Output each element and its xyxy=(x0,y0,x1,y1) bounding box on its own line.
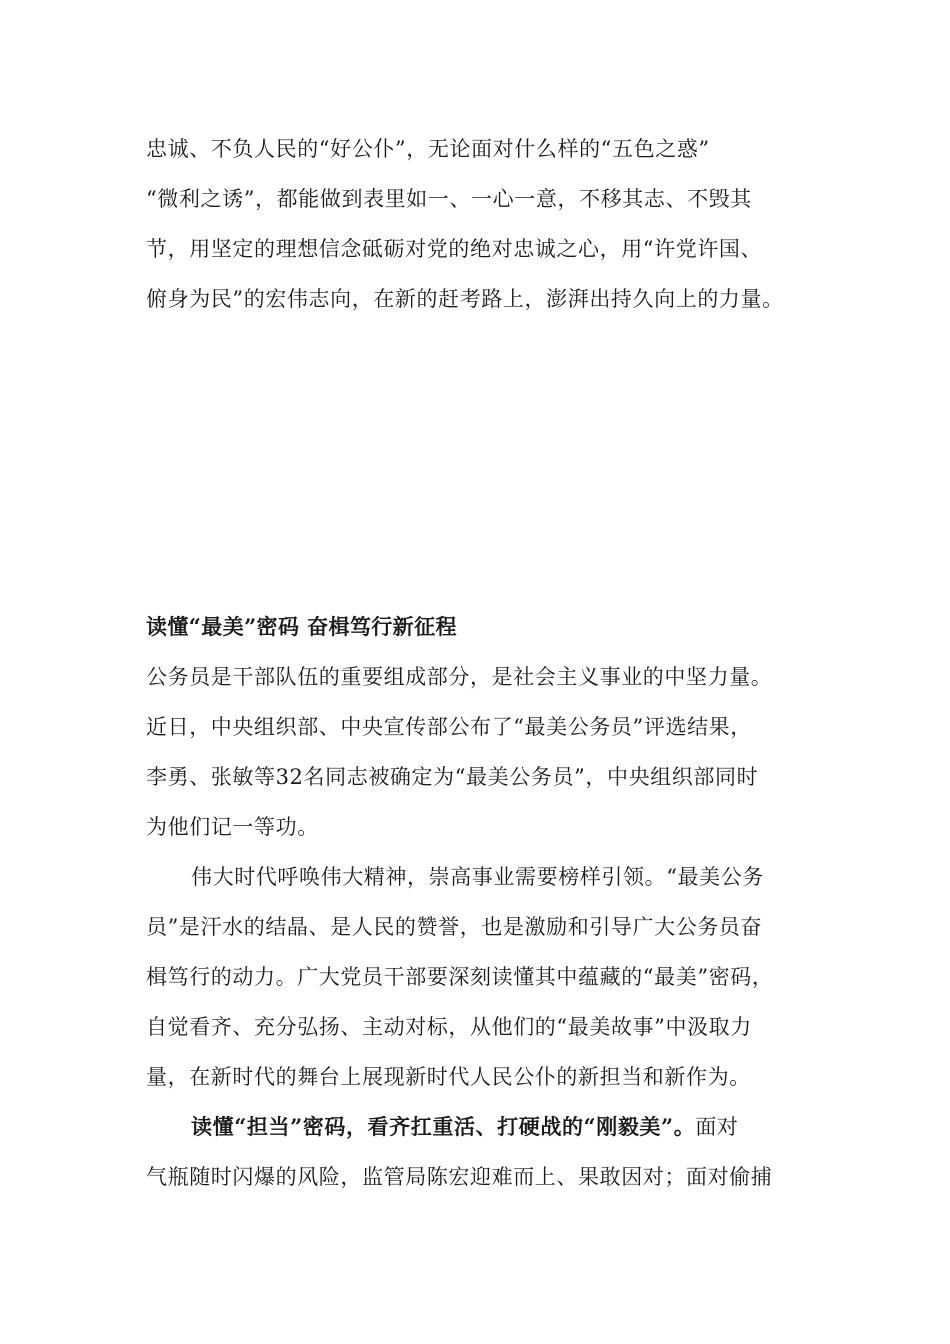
text-line: 俯身为民”的宏伟志向，在新的赶考路上，澎湃出持久向上的力量。 xyxy=(146,287,784,311)
text-line: 量，在新时代的舞台上展现新时代人民公仆的新担当和新作为。 xyxy=(146,1065,751,1089)
bold-lead-sentence: 读懂“担当”密码，看齐扛重活、打硬战的“刚毅美”。 xyxy=(191,1114,696,1139)
text-line: 忠诚、不负人民的“好公仆”，无论面对什么样的“五色之惑” xyxy=(146,137,710,161)
text-line: 李勇、张敏等32名同志被确定为“最美公务员”，中央组织部同时 xyxy=(146,765,759,789)
text-line: 伟大时代呼唤伟大精神，崇高事业需要榜样引领。“最美公务 xyxy=(191,865,764,889)
text-line: 自觉看齐、充分弘扬、主动对标，从他们的“最美故事”中汲取力 xyxy=(146,1015,752,1039)
text-line: “微利之诱”，都能做到表里如一、一心一意，不移其志、不毁其 xyxy=(146,187,752,211)
text-line: 公务员是干部队伍的重要组成部分，是社会主义事业的中坚力量。 xyxy=(146,665,773,689)
lead-rest-text: 面对 xyxy=(695,1115,739,1139)
text-line xyxy=(191,1112,739,1142)
text-line: 员”是汗水的结晶、是人民的赞誉，也是激励和引导广大公务员奋 xyxy=(146,915,763,939)
text-line: 楫笃行的动力。广大党员干部要深刻读懂其中蕴藏的“最美”密码， xyxy=(146,965,774,989)
text-line: 气瓶随时闪爆的风险，监管局陈宏迎难而上、果敢因对；面对偷捕 xyxy=(146,1165,773,1189)
text-line: 节，用坚定的理想信念砥砺对党的绝对忠诚之心，用“许党许国、 xyxy=(146,237,763,261)
text-line: 近日，中央组织部、中央宣传部公布了“最美公务员”评选结果， xyxy=(146,715,752,739)
section-title: 读懂“最美”密码 奋楫笃行新征程 xyxy=(146,614,457,639)
text-line: 为他们记一等功。 xyxy=(146,815,319,839)
